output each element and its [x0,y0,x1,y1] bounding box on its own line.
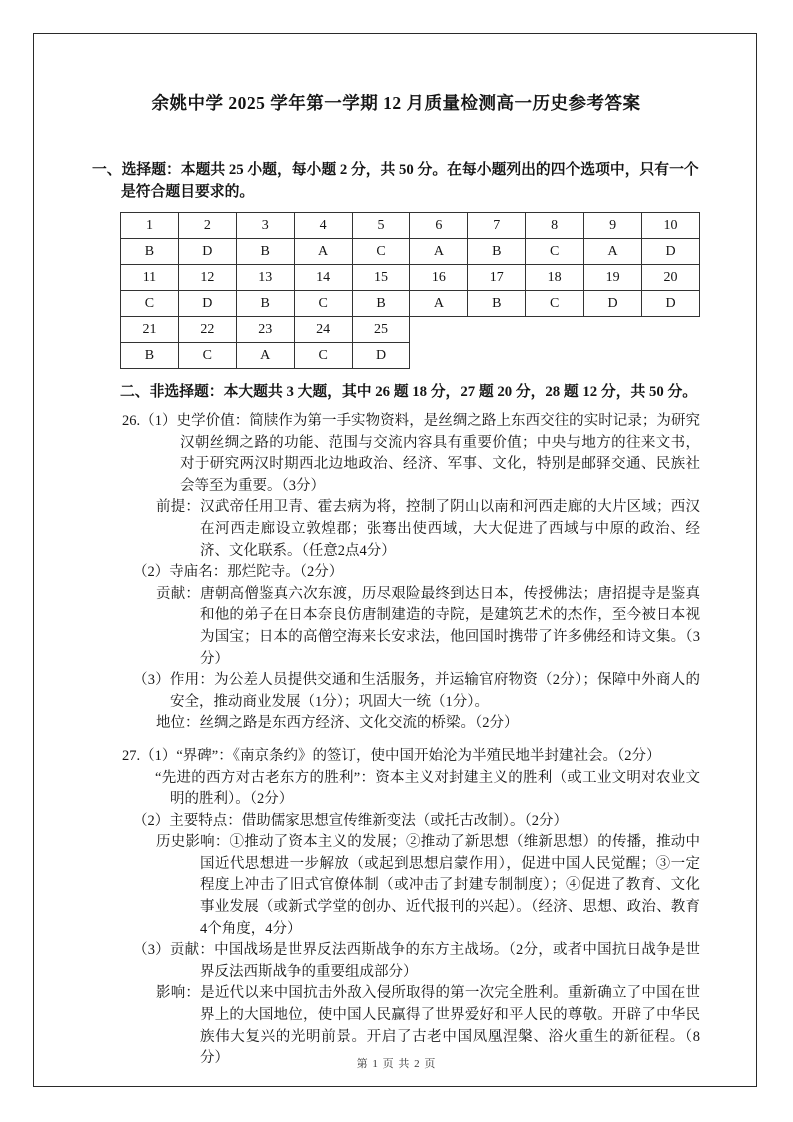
answer-cell: 8 [526,213,584,239]
answer-cell: D [178,239,236,265]
answer-cell: B [236,291,294,317]
answer-cell: C [294,343,352,369]
answer-cell: A [236,343,294,369]
answer-cell: 21 [121,317,179,343]
answer-cell: 16 [410,265,468,291]
answer-cell: D [178,291,236,317]
section2-heading: 二、非选择题：本大题共 3 大题，其中 26 题 18 分，27 题 20 分，28 题 12 分，共 50 分。 [120,384,698,400]
answer-cell: 20 [642,265,700,291]
answer-cell: B [121,343,179,369]
table-row [121,265,700,291]
answer-paragraph: （2）寺庙名：那烂陀寺。（2分） [133,564,344,581]
answer-cell: 11 [121,265,179,291]
answer-cell: A [410,239,468,265]
answer-cell: 18 [526,265,584,291]
page-footer: 第 1 页 共 2 页 [356,1058,437,1070]
answer-cell: 1 [121,213,179,239]
answer-paragraph: “先进的西方对古老东方的胜利”：资本主义对封建主义的胜利（或工业文明对农业文明的胜利）。（2分） [155,769,700,808]
answer-table-body [121,213,700,369]
page-content [92,90,700,1070]
answer-cell: C [294,291,352,317]
answer-cell: 2 [178,213,236,239]
answer-cell: C [526,239,584,265]
answer-cell: A [410,291,468,317]
answer-paragraph: 影响：是近代以来中国抗击外敌入侵所取得的第一次完全胜利。重新确立了中国在世界上的大国地位，使中国人民赢得了世界爱好和平人民的尊敬。开辟了中华民族伟大复兴的光明前景。开启了古老中国凤凰涅槃、浴火重生的新征程。（8分） [156,985,700,1067]
answer-paragraph: （3）贡献：中国战场是世界反法西斯战争的东方主战场。（2分，或者中国抗日战争是世界反法西斯战争的重要组成部分） [133,942,700,980]
answer-cell: A [584,239,642,265]
answer-cell: C [526,291,584,317]
answer-paragraph: （3）作用：为公差人员提供交通和生活服务，并运输官府物资（2分）；保障中外商人的安全，推动商业发展（1分）；巩固大一统（1分）。 [133,672,700,710]
answer-cell: 12 [178,265,236,291]
answer-paragraph: 历史影响：①推动了资本主义的发展；②推动了新思想（维新思想）的传播，推动中国近代思想进一步解放（或起到思想启蒙作用），促进中国人民觉醒；③一定程度上冲击了旧式官僚体制（或冲击了封建专制制度）；④促进了教育、文化事业发展（或新式学堂的创办、近代报刊的兴起）。（经济、思想、政治、教育4个角度，4分） [156,834,700,937]
answer-cell: D [352,343,410,369]
answer-paragraph: 26.（1）史学价值：简牍作为第一手实物资料，是丝绸之路上东西交往的实时记录；为研究汉朝丝绸之路的功能、范围与交流内容具有重要价值；中央与地方的往来文书，对于研究两汉时期西北边地政治、经济、军事、文化，特别是邮驿交通、民族社会等至为重要。（3分） [122,413,700,494]
answer-cell: B [236,239,294,265]
answer-cell: 3 [236,213,294,239]
answer-cell: D [642,239,700,265]
answer-cell: B [352,291,410,317]
answer-paragraph: （2）主要特点：借助儒家思想宣传维新变法（或托古改制）。（2分） [133,812,568,829]
answer-paragraph: 前提：汉武帝任用卫青、霍去病为将，控制了阴山以南和河西走廊的大片区域；西汉在河西走廊设立敦煌郡；张骞出使西域，大大促进了西域与中原的政治、经济、文化联系。（任意2点4分） [156,499,700,559]
answer-cell: B [121,239,179,265]
answer-cell: A [294,239,352,265]
answer-paragraph: 贡献：唐朝高僧鉴真六次东渡，历尽艰险最终到达日本，传授佛法；唐招提寺是鉴真和他的弟子在日本奈良仿唐制建造的寺院，是建筑艺术的杰作，至今被日本视为国宝；日本的高僧空海来长安求法，他回国时携带了许多佛经和诗文集。（3分） [156,585,700,667]
answer-cell: 15 [352,265,410,291]
answer-cell: 23 [236,317,294,343]
answer-cell: 22 [178,317,236,343]
answer-cell: 13 [236,265,294,291]
answer-cell: 10 [642,213,700,239]
answer-cell: 14 [294,265,352,291]
answer-cell: D [584,291,642,317]
answer-table [120,212,700,369]
table-row [121,239,700,265]
section1-heading: 一、选择题：本题共 25 小题，每小题 2 分，共 50 分。在每小题列出的四个选项中，只有一个是符合题目要求的。 [92,162,699,200]
answer-cell: C [121,291,179,317]
table-row [121,213,700,239]
answer-cell: 6 [410,213,468,239]
answers [92,411,700,1070]
answer-cell: 19 [584,265,642,291]
answer-cell: 9 [584,213,642,239]
answer-paragraph: 27.（1）“界碑”：《南京条约》的签订，使中国开始沦为半殖民地半封建社会。（2分） [122,747,661,764]
answer-cell: 24 [294,317,352,343]
table-row [121,343,700,369]
answer-cell: 4 [294,213,352,239]
page-title: 余姚中学 2025 学年第一学期 12 月质量检测高一历史参考答案 [151,93,641,113]
answer-paragraph: 地位：丝绸之路是东西方经济、文化交流的桥梁。（2分） [156,715,519,732]
table-row [121,291,700,317]
table-row [121,317,700,343]
answer-cell: 7 [468,213,526,239]
answer-cell: C [352,239,410,265]
answer-cell: B [468,291,526,317]
answer-cell: 17 [468,265,526,291]
answer-cell: 25 [352,317,410,343]
answer-cell: 5 [352,213,410,239]
answer-cell: C [178,343,236,369]
answer-cell: D [642,291,700,317]
answer-cell: B [468,239,526,265]
